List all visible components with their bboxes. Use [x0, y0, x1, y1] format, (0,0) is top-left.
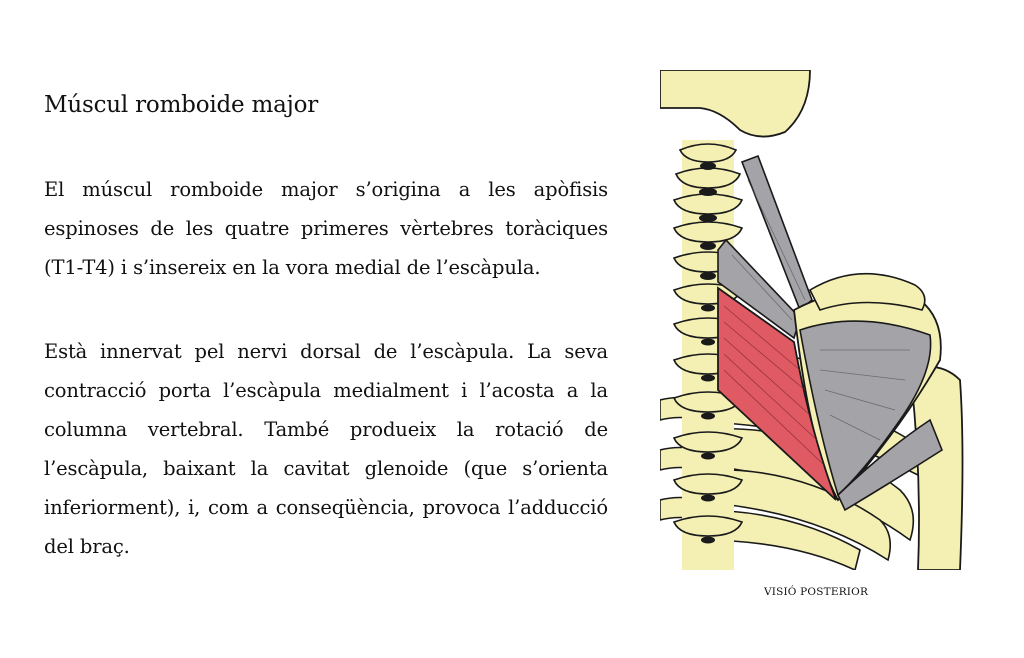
anatomy-illustration — [660, 70, 978, 570]
description-paragraph-origin: El múscul romboide major s’origina a les apòfisis espinoses de les quatre primeres vèrtebres toràciques (T1-T4) i s’insereix en la vora medial de l’escàpula. — [44, 178, 608, 279]
figure-caption: VISIÓ POSTERIOR — [763, 586, 869, 598]
description-paragraph-function: Està innervat pel nervi dorsal de l’escàpula. La seva contracció porta l’escàpula medialment i l’acosta a la columna vertebral. També produeix la rotació de l’escàpula, baixant la cavitat glenoide (que s’orienta inferiorment), i, com a conseqüència, provoca l’adducció del braç. — [44, 340, 608, 558]
page-title: Múscul romboide major — [44, 92, 319, 118]
skull-base — [660, 70, 810, 137]
